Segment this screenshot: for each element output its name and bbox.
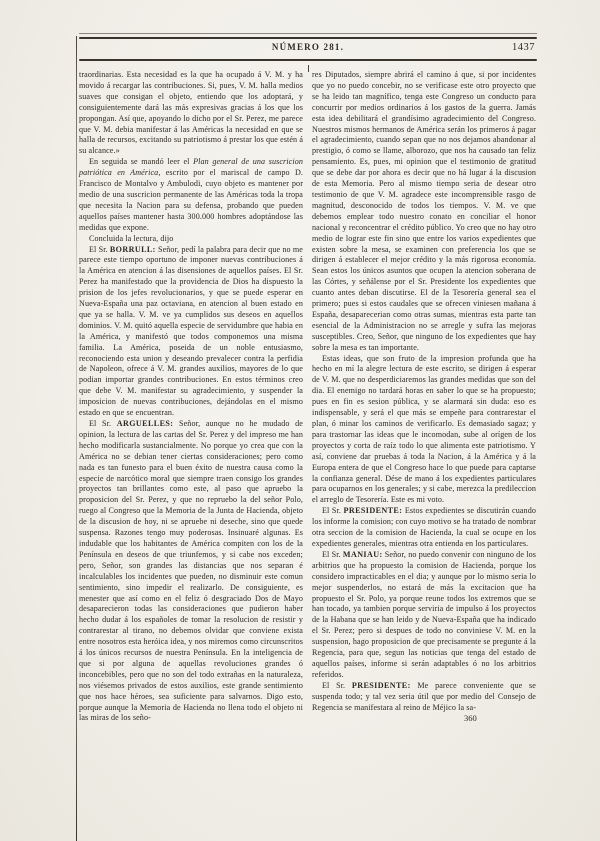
page-number: 1437 xyxy=(512,42,535,53)
text-segment: traordinarias. Esta necesidad es la que ha ocupado á V. M. y ha movido á recargar las contribuciones. Si, pues, V. M. halla medios suaves que consigan el objeto, entiendo que los adoptará, y consiguientemente dará las más expresivas gracias á los que los propongan. Así que, apoyando lo dicho por el Sr. Perez, me parece que V. M. debia manifestar á las Américas la necesidad en que se halla de recursos, excitando su patriotismo á prestar los que estén á su alcance.» xyxy=(79,70,304,156)
header-rule-top-thin xyxy=(79,33,537,34)
text-segment: En seguida se mandó leer el xyxy=(89,157,194,167)
text-segment: BORRULL: xyxy=(109,244,156,254)
right-column-wrap xyxy=(312,70,536,724)
text-segment: Señor, pedí la palabra para decir que no me parece este tiempo oportuno de imponer nuevas contribuciones á la América en atencion á las disensiones de aquellos países. El Sr. Perez ha manifestado que la providencia de Dios ha dispuesto la prision de los jefes revolucionarios, y que se puede esperar en Nueva-España una paz octaviana, en atencion al buen estado en que ya se halla. V. M. ve ya cumplidos sus deseos en aquellos dominios. V. M. quitó aquella especie de servidumbre que habia en la América, y manifestó que todos componemos una misma familia. La América, poseida de un noble entusiasmo, reconociendo esta union y deseando prevalecer contra la perfidia de Napoleon, ofrece á V. M. grandes auxilios, mayores de lo que podian importar grandes contribuciones. En estos términos creo que debe V. M. manifestar su agradecimiento, y suspender la imposicion de nuevas contribuciones, dejándolas en el mismo estado en que se encuentran. xyxy=(79,244,303,418)
header-row xyxy=(79,39,537,59)
page-content xyxy=(79,33,537,724)
text-segment: , escrito por el mariscal de campo D. Francisco de Montalvo y Ambulodi, cuyo objeto es mantener por medio de una suscricion permanente de las Américas toda la tropa que necesita la Nacion para su defensa, probando que pueden aquellos países mantener hasta 300.000 hombres adoptándose las medidas que expone. xyxy=(79,168,304,232)
right-column xyxy=(312,70,536,713)
paragraph xyxy=(79,70,303,157)
text-segment: Señor, aunque no he mudado de opinion, la lectura de las cartas del Sr. Perez y del impreso me han hecho modificarla sustancialmente. No porque yo crea que con la América no se debian tener ciertas consideraciones; pero como nada es tan funesto para el buen éxito de nuestra causa como la especie de narcótico moral que siempre traen consigo los grandes proyectos tan brillantes como este, al paso que apruebo la proposicion del Sr. Perez, y que no repruebo la del señor Polo, ruego al Congreso que la Memoria de la Junta de Hacienda, objeto de la discusion de hoy, ni se apruebe ni deseche, sino que quede suspensa. Razones tengo muy poderosas. Insinuaré algunas. Es indudable que los habitantes de América compiten con los de la Península en deseos de que triunfemos, y si cabe nos exceden; pero, Señor, son grandes las distancias que nos separan é incalculables los incidentes que pueden, no disminuir este comun sentimiento, sino impedir el realizarlo. De consiguiente, es menester que así como en el feliz ó desgraciado Dos de Mayo desaparecieron todas las consideraciones que pudieron haber hecho dudar á los españoles de tomar la resolucion de resistir y contrarestar al tirano, no debemos olvidar que conviene exista entre nosotros esta heróica idea, y nos miremos como circunscritos á los únicos recursos de nuestra Península. En la inteligencia de que si por alguna de aquellas revoluciones grandes ó inconcebibles, pero que no son del todo extrañas en la naturaleza, nos viésemos privados de estos auxilios, este grande sentimiento que nos hace héroes, sea suficiente para salvarnos. Digo esto, porque aunque la Memoria de Hacienda no llena todo el objeto ni las miras de los seño- xyxy=(79,419,303,723)
text-segment: res Diputados, siempre abrirá el camino á que, si por incidentes que yo no puedo concebir, no se verificase este otro proyecto que se ha leido tan magnífico, tenga este Congreso un conducto para concurrir por medios ordinarios á los gastos de la guerra. Jamás esta idea debilitará el grandísimo agradecimiento del Congreso. Nuestros mismos hermanos de América serán los primeros á pagar el agradecimiento, cuando sepan que no nos dejamos abandonar al prestigio, ó como se llame, alborozo, que nos ha causado tan feliz pensamiento. Es, pues, mi opinion que el testimonio de gratitud que se debe dar por ahora es decir que no há lugar á la discusion de esta Memoria. Pero al mismo tiempo seria de desear otro testimonio de que V. M. agradece este incomprensible rasgo de magnitud, desconocido de todos los tiempos. V. M. ve que debemos emplear todo nuestro conato en conciliar el honor nacional y reconcentrar el crédito público. Yo creo que no hay otro medio de lograr este fin sino que entre los varios expedientes que existen sobre la mesa, se examinen con preferencia los que se dirigen á establecer el mejor crédito y la más rigorosa economía. Sean estos los únicos asuntos que ocupen la atencion soberana de las Córtes, y señálense por el Sr. Presidente los expedientes que cuanto antes deban discutirse. El de la Tesorería general sea el primero; pues si estos caudales que se ofrecen viniesen mañana á España, desaparecerian como otras sumas, mientras esta parte tan esencial de la Administracion no se arregle y sufra las mejoras susceptibles. Creo, Señor, que ninguno de los expedientes que hay sobre la mesa es tan importante. xyxy=(312,70,536,352)
paragraph xyxy=(79,234,303,245)
paragraph xyxy=(312,354,536,507)
text-segment: PRESIDENTE: xyxy=(343,506,403,516)
text-segment: Concluida la lectura, dijo xyxy=(89,233,174,243)
signature-mark: 360 xyxy=(464,713,477,724)
text-columns xyxy=(79,70,537,724)
text-segment: Estas ideas, que son fruto de la impresion profunda que ha hecho en mí la alegre lectura de este escrito, se dirigen á esperar de V. M. que no desperdiciaremos las grandes medidas que son del dia. El enemigo no tardará horas en saber lo que se ha propuesto; pues en fin es sesion pública, y se alarmará sin duda: eso es indispensable, y será el que más se empeñe para contrarestar el plan, ó minar los caminos de verificarlo. Es demasiado sagaz; y para trastornar las ideas que le incomodan, sube al orígen de los proyectos y corta de raíz todo lo que alimenta este patriotismo. Y así, conviene dar pruebas á toda la Nacion, á la América y á la Europa entera de que el Congreso hace lo que puede para captarse la confianza general. Dése de mano á los expedientes particulares para ocuparnos en los generales; y si cabe, merezca la predileccion el arreglo de Tesorería. Este es mi voto. xyxy=(312,353,536,505)
page-gutter-line xyxy=(76,36,77,841)
issue-number: NÚMERO 281. xyxy=(271,42,345,52)
text-segment: Plan general de una suscricion patriótica en América xyxy=(79,157,303,178)
header-rule-bottom xyxy=(79,59,537,61)
paragraph xyxy=(79,245,303,420)
paragraph xyxy=(79,419,303,724)
paragraph xyxy=(312,681,536,714)
text-segment: El Sr. xyxy=(89,244,110,254)
text-segment: Me parece conveniente que se suspenda todo; y tal vez seria útil que por medio del Consejo de Regencia se manifestara al reino de Méjico la sa- xyxy=(312,680,536,712)
paragraph xyxy=(312,550,536,681)
text-segment: Señor, no puedo convenir con ninguno de los arbitrios que ha propuesto la comision de Hacienda, porque los considero impracticables en el dia; y aunque por lo mismo seria lo mejor suspenderlos, no estará de más la excitacion que ha propuesto el Sr. Polo, ya porque reune todos los extremos que se han tocado, ya tambien porque serviria de impulso á los proyectos de la Habana que se han leido y de Nueva-España que ha indicado el Sr. Perez; pero si despues de todo no conviniese V. M. en la suspension, hago proposicion de que precisamente se pregunte á la Regencia, para que, segun las noticias que tenga del estado de aquellos países, informe si serán adaptables ó no los arbitrios referidos. xyxy=(312,549,536,679)
text-segment: El Sr. xyxy=(322,549,343,559)
page-header xyxy=(79,33,537,61)
paragraph xyxy=(312,506,536,550)
paragraph xyxy=(79,157,303,233)
text-segment: ARGUELLES: xyxy=(116,419,174,428)
paragraph xyxy=(312,70,536,354)
left-column xyxy=(79,70,303,724)
text-segment: El Sr. xyxy=(322,506,344,516)
text-segment: PRESIDENTE: xyxy=(351,680,411,690)
text-segment: El Sr. xyxy=(89,419,117,428)
print-artifact-mark xyxy=(308,65,309,72)
text-segment: Estos expedientes se discutirán cuando los informe la comision; con cuyo motivo se ha tratado de nombrar otra seccion de la comision de Hacienda, la cual se ocupe en los expedientes generales, mientras otra entienda en los particulares. xyxy=(312,506,537,548)
text-segment: MANIAU: xyxy=(342,549,383,559)
text-segment: El Sr. xyxy=(322,680,352,690)
